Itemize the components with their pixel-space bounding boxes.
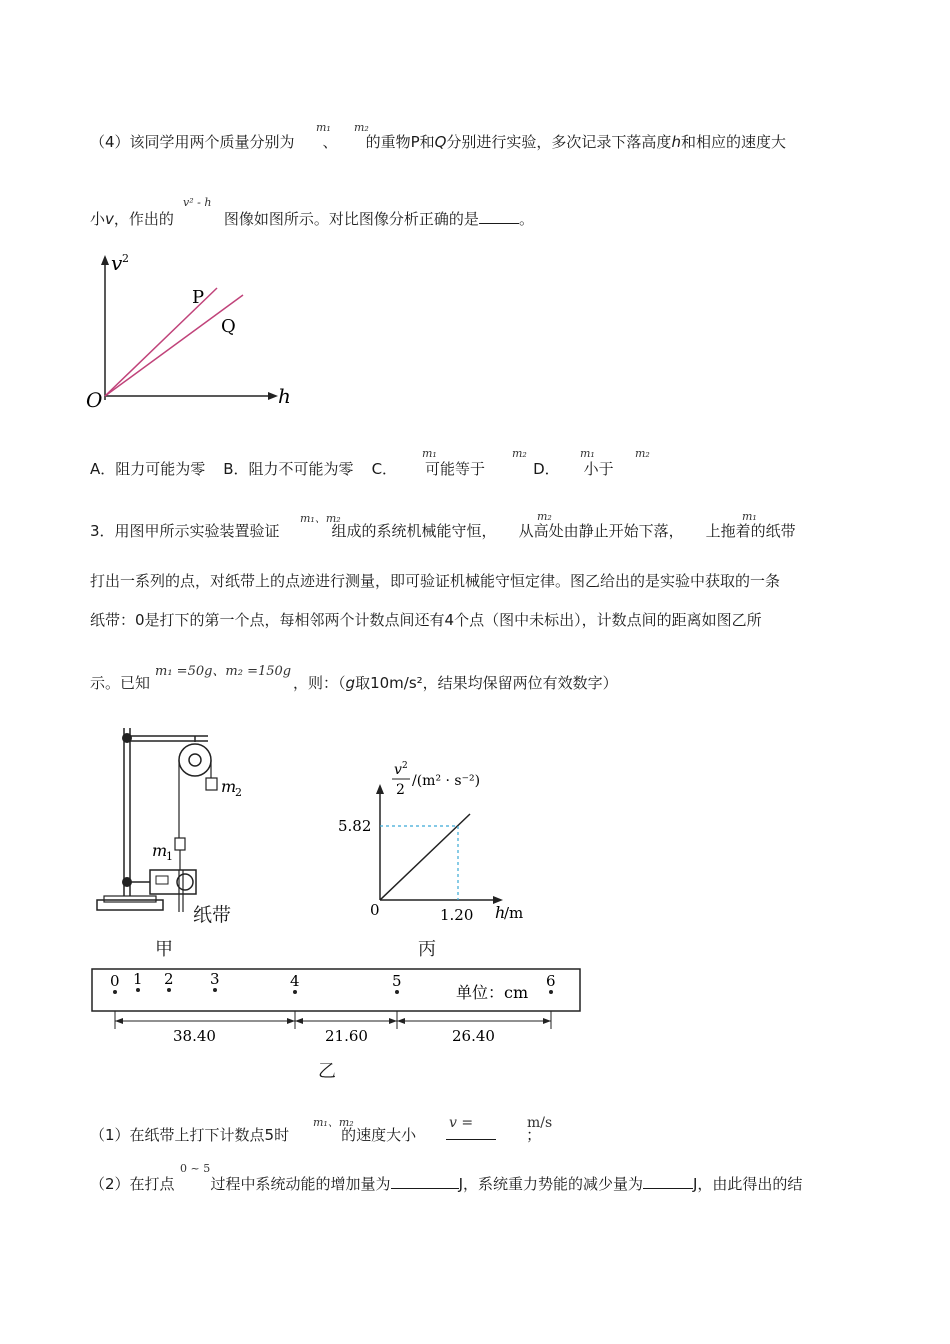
caption-jia: 甲 (155, 939, 173, 960)
sub1-unit: m/s (527, 1115, 553, 1131)
tape-dot-4 (293, 990, 297, 994)
label-q: Q (221, 316, 236, 337)
q4-line-2: 小v，作出的 图像如图所示。对比图像分析正确的是 。 (90, 210, 534, 228)
bing-y-unit: /(m² · s⁻²) (412, 773, 481, 789)
q3-line-4: 示。已知 ，则：（g取10m/s²，结果均保留两位有效数字） (90, 674, 618, 692)
kinetic-energy-blank[interactable] (391, 1174, 459, 1189)
opt-c-m2: m₂ (512, 447, 527, 460)
apparatus-figure (90, 720, 260, 930)
tape-num-4: 4 (290, 972, 300, 990)
v2-half-h-graph (330, 760, 550, 925)
tape-unit: 单位：cm (456, 983, 529, 1002)
y-axis-label: v (111, 251, 123, 275)
tape-dot-0 (113, 990, 117, 994)
tape-num-6: 6 (546, 972, 556, 990)
label-m1: m (152, 841, 168, 860)
q3-m1: m₁ (742, 510, 757, 523)
opt-c-m1: m₁ (422, 447, 437, 460)
y-axis-sup: 2 (122, 252, 129, 265)
tape-dot-1 (136, 988, 140, 992)
tape-figure (90, 965, 590, 1045)
tape-dot-5 (395, 990, 399, 994)
option-d[interactable]: D． 小于 (533, 460, 614, 478)
tape-dist-1: 38.40 (173, 1027, 216, 1045)
v2-h-graph (80, 250, 310, 420)
sub1-masses: m₁、m₂ (313, 1116, 354, 1129)
bing-x-value: 1.20 (440, 906, 474, 924)
tape-num-2: 2 (164, 970, 174, 988)
m2-symbol: m₂ (354, 121, 369, 134)
bing-y-arrow (376, 784, 384, 794)
q4-options (90, 458, 614, 479)
tape-dist-3: 26.40 (452, 1027, 495, 1045)
q3-masses: m₁ =50g、m₂ =150g (155, 664, 292, 679)
sub2-range: 0 ~ 5 (180, 1162, 211, 1175)
bing-origin: 0 (370, 901, 380, 919)
bing-y-value: 5.82 (338, 817, 372, 835)
m1-symbol: m₁ (316, 121, 331, 134)
sub1-v: v = (449, 1115, 474, 1131)
q3-line-1: 3．用图甲所示实验装置验证 组成的系统机械能守恒， 从高处由静止开始下落， 上拖着的纸带 (90, 522, 796, 540)
answer-blank[interactable] (479, 209, 519, 224)
bing-y-num-sup: 2 (402, 761, 408, 771)
label-m2: m (221, 777, 237, 796)
q3-m2: m₂ (537, 510, 552, 523)
q3-m1m2: m₁、m₂ (300, 512, 341, 525)
caption-bing: 丙 (418, 939, 436, 960)
y-axis-arrow (101, 255, 109, 265)
origin-label: O (86, 388, 103, 412)
tape-num-5: 5 (392, 972, 402, 990)
tape-dot-2 (167, 988, 171, 992)
tape-num-3: 3 (210, 970, 220, 988)
caption-yi: 乙 (318, 1061, 336, 1082)
v2h-symbol: v² - h (183, 196, 212, 209)
opt-d-m1: m₁ (580, 447, 595, 460)
label-p: P (192, 287, 205, 308)
tape-dot-3 (213, 988, 217, 992)
opt-d-m2: m₂ (635, 447, 650, 460)
label-m1-sub: 1 (166, 850, 173, 863)
option-a[interactable]: A．阻力可能为零 (90, 460, 206, 478)
tape-dot-6 (549, 990, 553, 994)
sub1-line: （1）在纸带上打下计数点5时 的速度大小 ； (90, 1126, 542, 1144)
bing-data-line (380, 814, 470, 900)
bing-x-unit: /m (504, 904, 524, 922)
bing-y-num: v (394, 762, 402, 778)
tape-num-1: 1 (133, 970, 143, 988)
q4-line-1: （4）该同学用两个质量分别为 、 的重物P和Q分别进行实验，多次记录下落高度h和相应的速度大 (90, 133, 786, 151)
option-b[interactable]: B．阻力不可能为零 (223, 460, 354, 478)
q3-line-3: 纸带：0是打下的第一个点，每相邻两个计数点间还有4个点（图中未标出），计数点间的距离如图乙所 (90, 611, 762, 629)
option-c[interactable]: C． 可能等于 (371, 460, 486, 478)
x-axis-label: h (278, 384, 291, 408)
bing-x-label: h (495, 903, 506, 922)
potential-energy-blank[interactable] (643, 1174, 693, 1189)
x-axis-arrow (268, 392, 278, 400)
label-m2-sub: 2 (235, 786, 242, 799)
label-tape: 纸带 (193, 904, 232, 926)
tape-dist-2: 21.60 (325, 1027, 368, 1045)
sub2-line: （2）在打点 过程中系统动能的增加量为 J，系统重力势能的减少量为 J，由此得出的结 (90, 1175, 803, 1193)
line-q (105, 295, 243, 396)
tape-num-0: 0 (110, 972, 120, 990)
q3-line-2: 打出一系列的点，对纸带上的点迹进行测量，即可验证机械能守恒定律。图乙给出的是实验中获取的一条 (90, 572, 781, 590)
bing-y-den: 2 (396, 782, 405, 798)
